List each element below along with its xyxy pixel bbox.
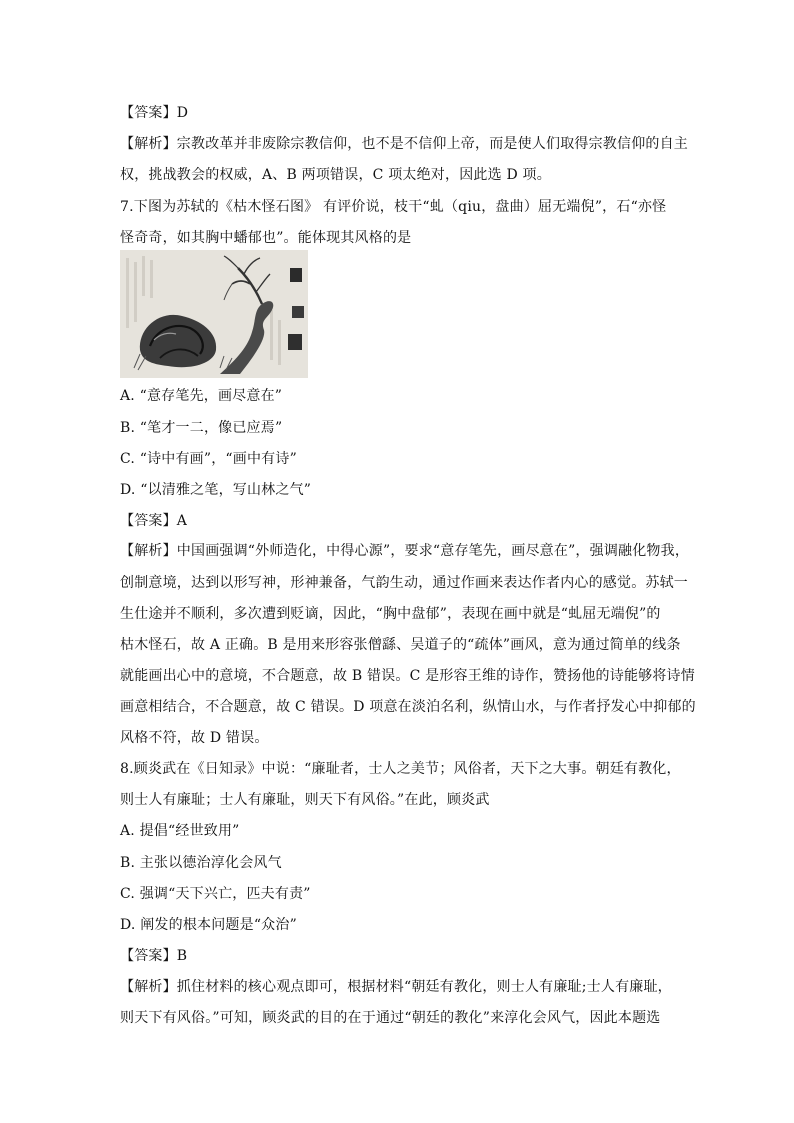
q7-answer: 【答案】A	[120, 513, 188, 529]
q8-answer: 【答案】B	[120, 948, 188, 964]
q8-analysis-line-1: 【解析】抓住材料的核心观点即可，根据材料“朝廷有教化，则士人有廉耻;士人有廉耻，	[120, 979, 672, 995]
q7-option-b: B. “笔才一二，像已应焉”	[120, 420, 283, 436]
q8-option-a: A. 提倡“经世致用”	[120, 823, 240, 839]
q8-stem-line-1: 8.顾炎武在《日知录》中说：“廉耻者，士人之美节；风俗者，天下之大事。朝廷有教化，	[120, 761, 681, 777]
q7-option-a: A. “意存笔先，画尽意在”	[120, 388, 283, 404]
q7-option-d: D. “以清雅之笔，写山林之气”	[120, 482, 312, 498]
q7-analysis-line-4: 枯木怪石，故 A 正确。B 是用来形容张僧繇、吴道子的“疏体”画风，意为通过简单的线条	[120, 637, 681, 653]
q6-analysis-line-2: 权，挑战教会的权威，A、B 两项错误，C 项太绝对，因此选 D 项。	[120, 167, 551, 183]
q8-option-c: C. 强调“天下兴亡，匹夫有责”	[120, 886, 311, 902]
q7-analysis-line-3: 生仕途并不顺利，多次遭到贬谪，因此，“胸中盘郁”，表现在画中就是“虬屈无端倪”的	[120, 606, 661, 622]
q8-analysis-line-2: 则天下有风俗。”可知，顾炎武的目的在于通过“朝廷的教化”来淳化会风气，因此本题选	[120, 1010, 661, 1026]
q7-analysis-line-7: 风格不符，故 D 错误。	[120, 730, 269, 746]
q7-analysis-line-1: 【解析】中国画强调“外师造化，中得心源”，要求“意存笔先，画尽意在”，强调融化物我，	[120, 543, 690, 559]
q8-stem-line-2: 则士人有廉耻；士人有廉耻，则天下有风俗。”在此，顾炎武	[120, 792, 490, 808]
q7-analysis-line-6: 画意相结合，不合题意，故 C 错误。D 项意在淡泊名利，纵情山水，与作者抒发心中抑郁的	[120, 699, 696, 715]
q8-option-d: D. 阐发的根本问题是“众治”	[120, 917, 297, 933]
q7-analysis-line-5: 就能画出心中的意境，不合题意，故 B 错误。C 是形容王维的诗作，赞扬他的诗能够将诗情	[120, 668, 695, 684]
painting-image	[120, 250, 308, 378]
q6-answer: 【答案】D	[120, 105, 189, 121]
q6-analysis-line-1: 【解析】宗教改革并非废除宗教信仰，也不是不信仰上帝，而是使人们取得宗教信仰的自主	[120, 136, 688, 152]
q7-analysis-line-2: 创制意境，达到以形写神，形神兼备，气韵生动，通过作画来表达作者内心的感觉。苏轼一	[120, 575, 688, 591]
q7-stem-line-1: 7.下图为苏轼的《枯木怪石图》 有评价说，枝干“虬（qiu，盘曲）屈无端倪”，石“亦怪	[120, 199, 667, 215]
q7-option-c: C. “诗中有画”，“画中有诗”	[120, 451, 297, 467]
q7-stem-line-2: 怪奇奇，如其胸中蟠郁也”。能体现其风格的是	[120, 230, 412, 246]
q8-option-b: B. 主张以德治淳化会风气	[120, 855, 282, 871]
